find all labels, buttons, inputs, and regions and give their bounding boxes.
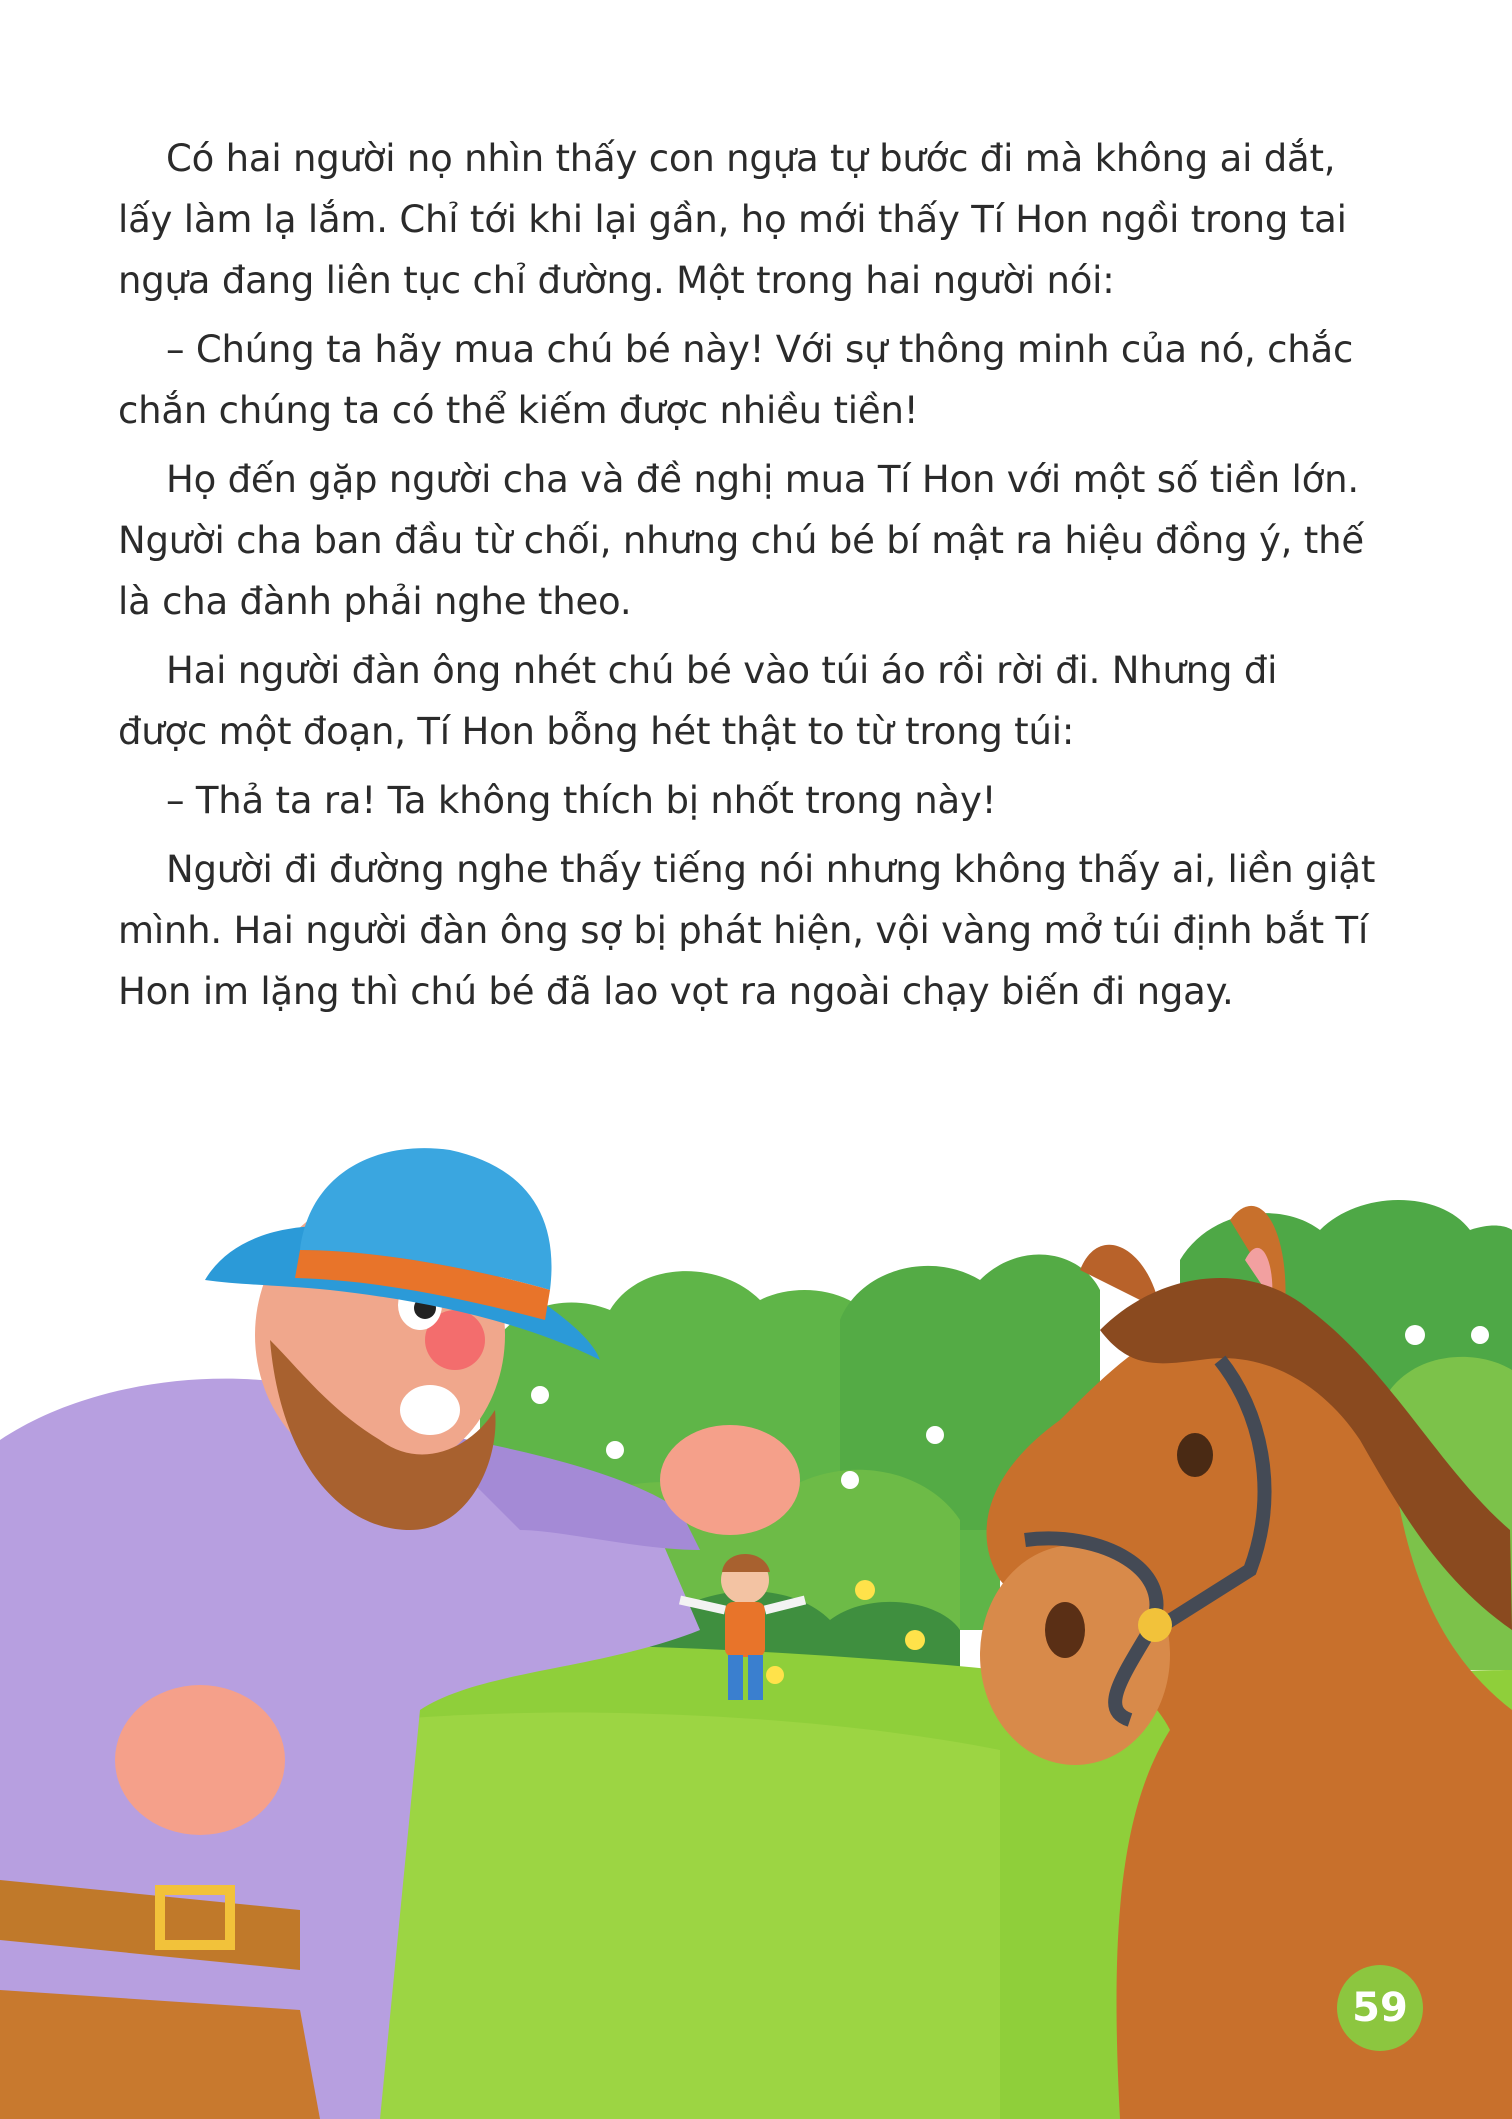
- paragraph: Họ đến gặp người cha và đề nghị mua Tí Hon với một số tiền lớn. Người cha ban đầu từ chối, nhưng chú bé bí mật ra hiệu đồng ý, thế là cha đành phải nghe theo.: [118, 458, 1364, 623]
- story-illustration: [0, 1110, 1512, 2119]
- paragraph: Có hai người nọ nhìn thấy con ngựa tự bước đi mà không ai dắt, lấy làm lạ lắm. Chỉ tới khi lại gần, họ mới thấy Tí Hon ngồi trong tai ngựa đang liên tục chỉ đường. Một trong hai người nói:: [118, 137, 1347, 302]
- story-text: [118, 128, 1376, 1030]
- paragraph: Người đi đường nghe thấy tiếng nói nhưng không thấy ai, liền giật mình. Hai người đàn ông sợ bị phát hiện, vội vàng mở túi định bắt Tí Hon im lặng thì chú bé đã lao vọt ra ngoài chạy biến đi ngay.: [118, 848, 1376, 1013]
- paragraph: – Chúng ta hãy mua chú bé này! Với sự thông minh của nó, chắc chắn chúng ta có thể kiếm được nhiều tiền!: [118, 328, 1354, 432]
- page-number-badge: 59: [1337, 1965, 1423, 2051]
- paragraph: – Thả ta ra! Ta không thích bị nhốt trong này!: [166, 779, 997, 822]
- paragraph: Hai người đàn ông nhét chú bé vào túi áo rồi rời đi. Nhưng đi được một đoạn, Tí Hon bỗng hét thật to từ trong túi:: [118, 649, 1278, 753]
